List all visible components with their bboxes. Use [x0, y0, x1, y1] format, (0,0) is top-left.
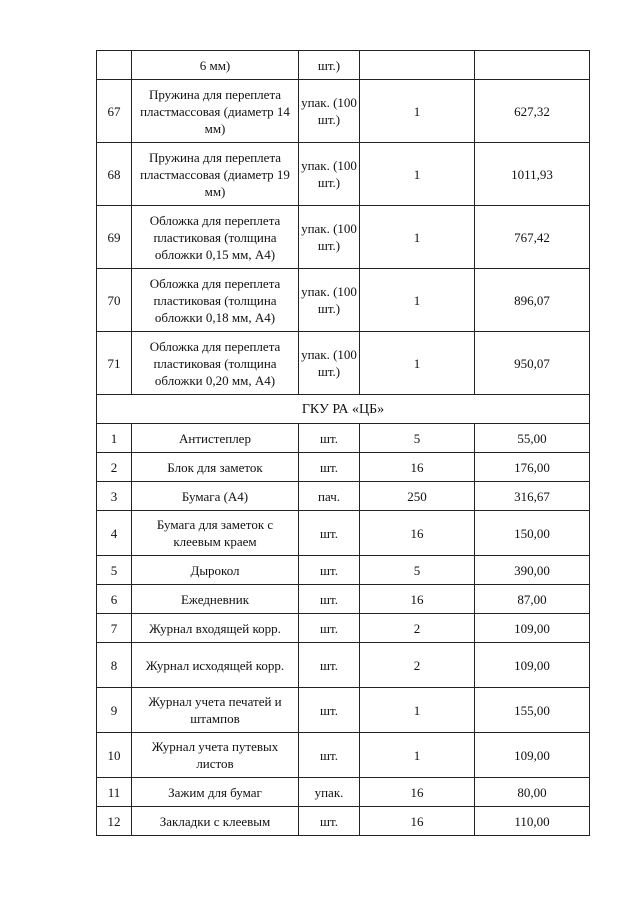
item-quantity: 5	[360, 424, 475, 453]
item-name: Обложка для переплета пластиковая (толщина обложки 0,18 мм, А4)	[132, 269, 299, 332]
item-price: 1011,93	[475, 143, 590, 206]
row-number: 6	[97, 585, 132, 614]
item-quantity: 2	[360, 614, 475, 643]
row-number: 8	[97, 643, 132, 688]
row-number: 4	[97, 511, 132, 556]
item-price: 110,00	[475, 807, 590, 836]
row-number: 9	[97, 688, 132, 733]
item-unit: шт.	[299, 585, 360, 614]
item-name: Журнал учета путевых листов	[132, 733, 299, 778]
item-unit: шт.	[299, 511, 360, 556]
item-name: Закладки с клеевым	[132, 807, 299, 836]
table-row	[97, 614, 590, 643]
item-price: 55,00	[475, 424, 590, 453]
item-quantity: 1	[360, 733, 475, 778]
table-row	[97, 733, 590, 778]
item-quantity: 16	[360, 807, 475, 836]
item-unit: упак.	[299, 778, 360, 807]
item-price: 896,07	[475, 269, 590, 332]
item-unit: пач.	[299, 482, 360, 511]
row-number: 10	[97, 733, 132, 778]
table-row	[97, 453, 590, 482]
item-unit: упак. (100 шт.)	[299, 206, 360, 269]
table-row	[97, 80, 590, 143]
item-price: 109,00	[475, 614, 590, 643]
item-unit: упак. (100 шт.)	[299, 332, 360, 395]
item-price: 316,67	[475, 482, 590, 511]
item-name: Обложка для переплета пластиковая (толщина обложки 0,20 мм, А4)	[132, 332, 299, 395]
row-number: 2	[97, 453, 132, 482]
item-unit: шт.	[299, 807, 360, 836]
item-name: Дырокол	[132, 556, 299, 585]
item-quantity: 16	[360, 511, 475, 556]
item-price: 627,32	[475, 80, 590, 143]
item-price: 109,00	[475, 643, 590, 688]
section-title: ГКУ РА «ЦБ»	[97, 395, 590, 424]
table-row	[97, 206, 590, 269]
row-number: 11	[97, 778, 132, 807]
item-price: 150,00	[475, 511, 590, 556]
item-price	[475, 51, 590, 80]
item-quantity: 1	[360, 269, 475, 332]
item-quantity: 1	[360, 332, 475, 395]
row-number: 69	[97, 206, 132, 269]
table-row	[97, 688, 590, 733]
item-price: 176,00	[475, 453, 590, 482]
item-unit: шт.	[299, 643, 360, 688]
item-quantity	[360, 51, 475, 80]
table-body-bottom	[97, 424, 590, 836]
item-name: Обложка для переплета пластиковая (толщина обложки 0,15 мм, А4)	[132, 206, 299, 269]
item-price: 87,00	[475, 585, 590, 614]
table-section	[97, 395, 590, 424]
item-price: 80,00	[475, 778, 590, 807]
item-unit: шт.	[299, 688, 360, 733]
row-number: 7	[97, 614, 132, 643]
item-name: 6 мм)	[132, 51, 299, 80]
row-number: 68	[97, 143, 132, 206]
row-number: 3	[97, 482, 132, 511]
item-quantity: 250	[360, 482, 475, 511]
item-unit: шт.	[299, 556, 360, 585]
item-price: 109,00	[475, 733, 590, 778]
item-unit: упак. (100 шт.)	[299, 269, 360, 332]
table-row	[97, 424, 590, 453]
row-number: 71	[97, 332, 132, 395]
item-quantity: 1	[360, 143, 475, 206]
item-name: Ежедневник	[132, 585, 299, 614]
item-name: Зажим для бумаг	[132, 778, 299, 807]
item-name: Пружина для переплета пластмассовая (диаметр 19 мм)	[132, 143, 299, 206]
item-price: 155,00	[475, 688, 590, 733]
item-price: 390,00	[475, 556, 590, 585]
table-row	[97, 143, 590, 206]
row-number: 1	[97, 424, 132, 453]
item-price: 767,42	[475, 206, 590, 269]
item-name: Антистеплер	[132, 424, 299, 453]
item-unit: шт.	[299, 453, 360, 482]
table-row	[97, 269, 590, 332]
item-name: Пружина для переплета пластмассовая (диаметр 14 мм)	[132, 80, 299, 143]
item-name: Бумага для заметок с клеевым краем	[132, 511, 299, 556]
row-number: 67	[97, 80, 132, 143]
table-body-top	[97, 51, 590, 395]
item-unit: шт.	[299, 614, 360, 643]
item-name: Журнал учета печатей и штампов	[132, 688, 299, 733]
item-quantity: 16	[360, 453, 475, 482]
item-unit: шт.)	[299, 51, 360, 80]
item-name: Журнал исходящей корр.	[132, 643, 299, 688]
row-number: 12	[97, 807, 132, 836]
row-number: 5	[97, 556, 132, 585]
item-name: Журнал входящей корр.	[132, 614, 299, 643]
table-row	[97, 585, 590, 614]
item-quantity: 1	[360, 688, 475, 733]
item-unit: шт.	[299, 733, 360, 778]
item-unit: упак. (100 шт.)	[299, 143, 360, 206]
row-number: 70	[97, 269, 132, 332]
item-quantity: 16	[360, 585, 475, 614]
table-row	[97, 643, 590, 688]
item-quantity: 5	[360, 556, 475, 585]
item-quantity: 2	[360, 643, 475, 688]
table-row	[97, 556, 590, 585]
supplies-table	[96, 50, 590, 836]
item-quantity: 1	[360, 80, 475, 143]
table-row	[97, 511, 590, 556]
table-row	[97, 778, 590, 807]
table-row	[97, 807, 590, 836]
table-row	[97, 51, 590, 80]
table-row	[97, 332, 590, 395]
row-number	[97, 51, 132, 80]
item-unit: шт.	[299, 424, 360, 453]
item-quantity: 1	[360, 206, 475, 269]
item-name: Бумага (А4)	[132, 482, 299, 511]
item-quantity: 16	[360, 778, 475, 807]
table-row	[97, 482, 590, 511]
item-price: 950,07	[475, 332, 590, 395]
item-unit: упак. (100 шт.)	[299, 80, 360, 143]
item-name: Блок для заметок	[132, 453, 299, 482]
